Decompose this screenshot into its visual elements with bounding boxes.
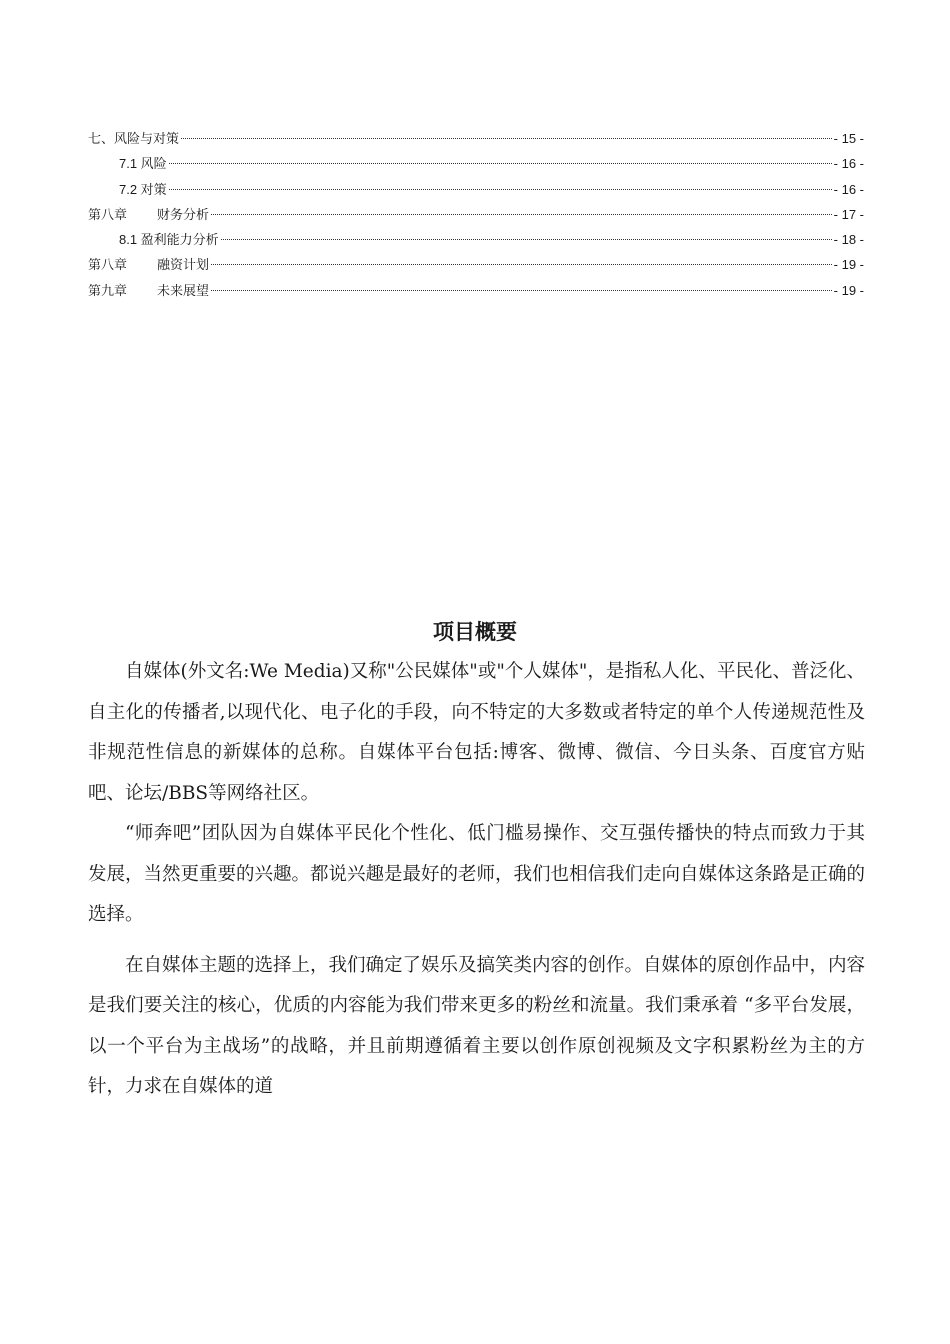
body-paragraph: 在自媒体主题的选择上，我们确定了娱乐及搞笑类内容的创作。自媒体的原创作品中，内容是我们要关注的核心，优质的内容能为我们带来更多的粉丝和流量。我们秉承着 “多平台发展，以一个平台为主战场”的战略，并且前期遵循着主要以创作原创视频及文字积累粉丝为主的方针，力求在自媒体的道 [88,954,866,1097]
toc-chapter-title: 融资计划 [157,257,210,273]
toc-entry-page: - 18 - [833,232,864,248]
toc-entry[interactable] [88,126,864,151]
body-paragraph: 自媒体(外文名:We Media)又称"公民媒体"或"个人媒体"，是指私人化、平民化、普泛化、自主化的传播者,以现代化、电子化的手段，向不特定的大多数或者特定的单个人传递规范性及非规范性信息的新媒体的总称。自媒体平台包括:博客、微博、微信、今日头条、百度官方贴吧、论坛/BBS等网络社区。 [88,661,865,804]
toc-entry-label: 7.1 风险 [119,156,167,172]
toc-chapter-title: 财务分析 [157,206,210,222]
toc-leader-dots [211,264,832,265]
toc-leader-dots [211,290,832,291]
section-body [88,652,865,1108]
table-of-contents [88,126,864,303]
toc-leader-dots [221,239,832,240]
toc-entry-label [88,252,209,277]
toc-entry-page: - 15 - [833,131,864,146]
toc-entry[interactable] [88,177,864,202]
toc-chapter-number: 第八章 [88,257,128,273]
toc-leader-dots [169,163,832,164]
toc-entry[interactable] [88,227,864,252]
toc-entry[interactable] [88,278,864,303]
section-title: 项目概要 [433,620,517,645]
body-paragraph: “师奔吧”团队因为自媒体平民化个性化、低门槛易操作、交互强传播快的特点而致力于其发展，当然更重要的兴趣。都说兴趣是最好的老师，我们也相信我们走向自媒体这条路是正确的选择。 [88,823,866,925]
toc-entry-page: - 19 - [833,257,864,273]
toc-entry[interactable] [88,151,864,176]
toc-leader-dots [211,214,832,215]
toc-leader-dots [181,138,832,139]
toc-chapter-number: 第八章 [88,206,128,222]
toc-entry[interactable] [88,202,864,227]
toc-entry[interactable] [88,252,864,277]
toc-entry-page: - 16 - [833,181,864,197]
toc-entry-label: 8.1 盈利能力分析 [119,232,219,248]
toc-chapter-number: 第九章 [88,282,128,298]
toc-entry-label: 七、风险与对策 [88,131,180,146]
toc-chapter-title: 未来展望 [157,282,210,298]
toc-entry-label [88,202,209,227]
toc-entry-page: - 16 - [833,156,864,172]
toc-leader-dots [169,189,832,190]
toc-entry-page: - 19 - [833,282,864,298]
toc-entry-label: 7.2 对策 [119,181,167,197]
toc-entry-page: - 17 - [833,206,864,222]
toc-entry-label [88,278,209,303]
